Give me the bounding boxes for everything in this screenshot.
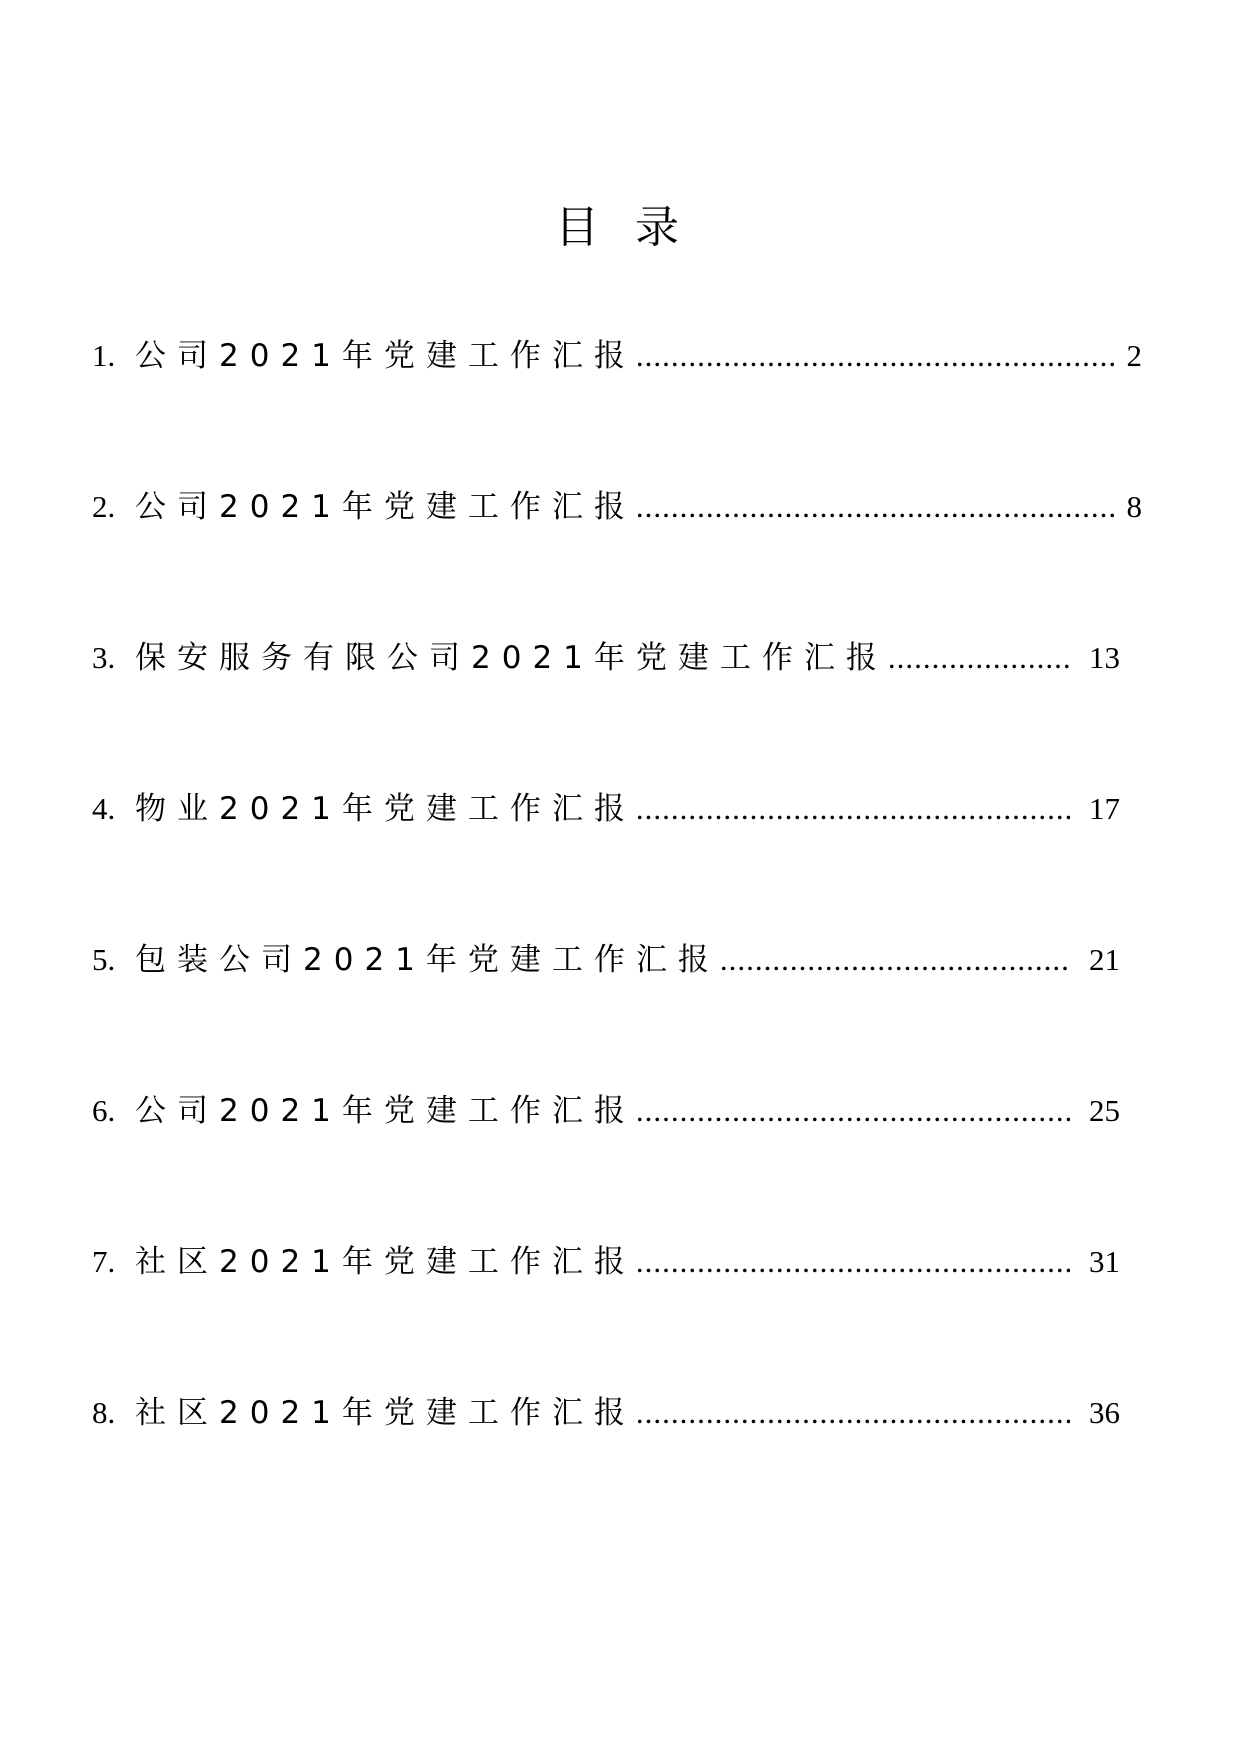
toc-entry[interactable]	[92, 1242, 1142, 1393]
toc-entry[interactable]	[92, 940, 1142, 1091]
toc-dot-leader	[636, 789, 1070, 829]
toc-entry[interactable]	[92, 1091, 1142, 1242]
toc-entry-title: 物业2021年党建工作汇报	[135, 791, 636, 827]
toc-entry[interactable]	[92, 336, 1142, 487]
toc-entry-number: 6.	[92, 1093, 116, 1128]
toc-entry-page: 21	[1089, 942, 1120, 977]
toc-dot-leader	[636, 487, 1114, 527]
toc-dot-leader	[636, 336, 1114, 376]
toc-entry-number: 1.	[92, 338, 116, 373]
toc-entry-title: 保安服务有限公司2021年党建工作汇报	[135, 640, 888, 676]
toc-entry-number: 8.	[92, 1395, 116, 1430]
toc-entry-page: 8	[1126, 489, 1142, 524]
toc-dot-leader	[720, 940, 1070, 980]
toc-entry-title: 公司2021年党建工作汇报	[135, 489, 636, 525]
toc-dot-leader	[636, 1091, 1070, 1131]
toc-title: 目录	[555, 202, 715, 253]
toc-entry-number: 7.	[92, 1244, 116, 1279]
toc-entry-number: 4.	[92, 791, 116, 826]
toc-entry-title: 社区2021年党建工作汇报	[135, 1395, 636, 1431]
toc-entry[interactable]	[92, 487, 1142, 638]
toc-entry-title: 社区2021年党建工作汇报	[135, 1244, 636, 1280]
toc-dot-leader	[888, 638, 1070, 678]
toc-entry-title: 公司2021年党建工作汇报	[135, 1093, 636, 1129]
toc-entry-number: 3.	[92, 640, 116, 675]
toc-entry[interactable]	[92, 1393, 1142, 1544]
toc-entry[interactable]	[92, 638, 1142, 789]
toc-entry-number: 5.	[92, 942, 116, 977]
toc-entry-page: 25	[1089, 1093, 1120, 1128]
toc-dot-leader	[636, 1393, 1070, 1433]
toc-dot-leader	[636, 1242, 1070, 1282]
toc-entry-title: 包装公司2021年党建工作汇报	[135, 942, 720, 978]
toc-entry-page: 31	[1089, 1244, 1120, 1279]
toc-entry-page: 17	[1089, 791, 1120, 826]
toc-entry-title: 公司2021年党建工作汇报	[135, 338, 636, 374]
toc-entry-page: 36	[1089, 1395, 1120, 1430]
toc-entry-page: 2	[1126, 338, 1142, 373]
toc-entry-page: 13	[1089, 640, 1120, 675]
toc-entry-number: 2.	[92, 489, 116, 524]
table-of-contents	[92, 336, 1142, 1544]
toc-entry[interactable]	[92, 789, 1142, 940]
